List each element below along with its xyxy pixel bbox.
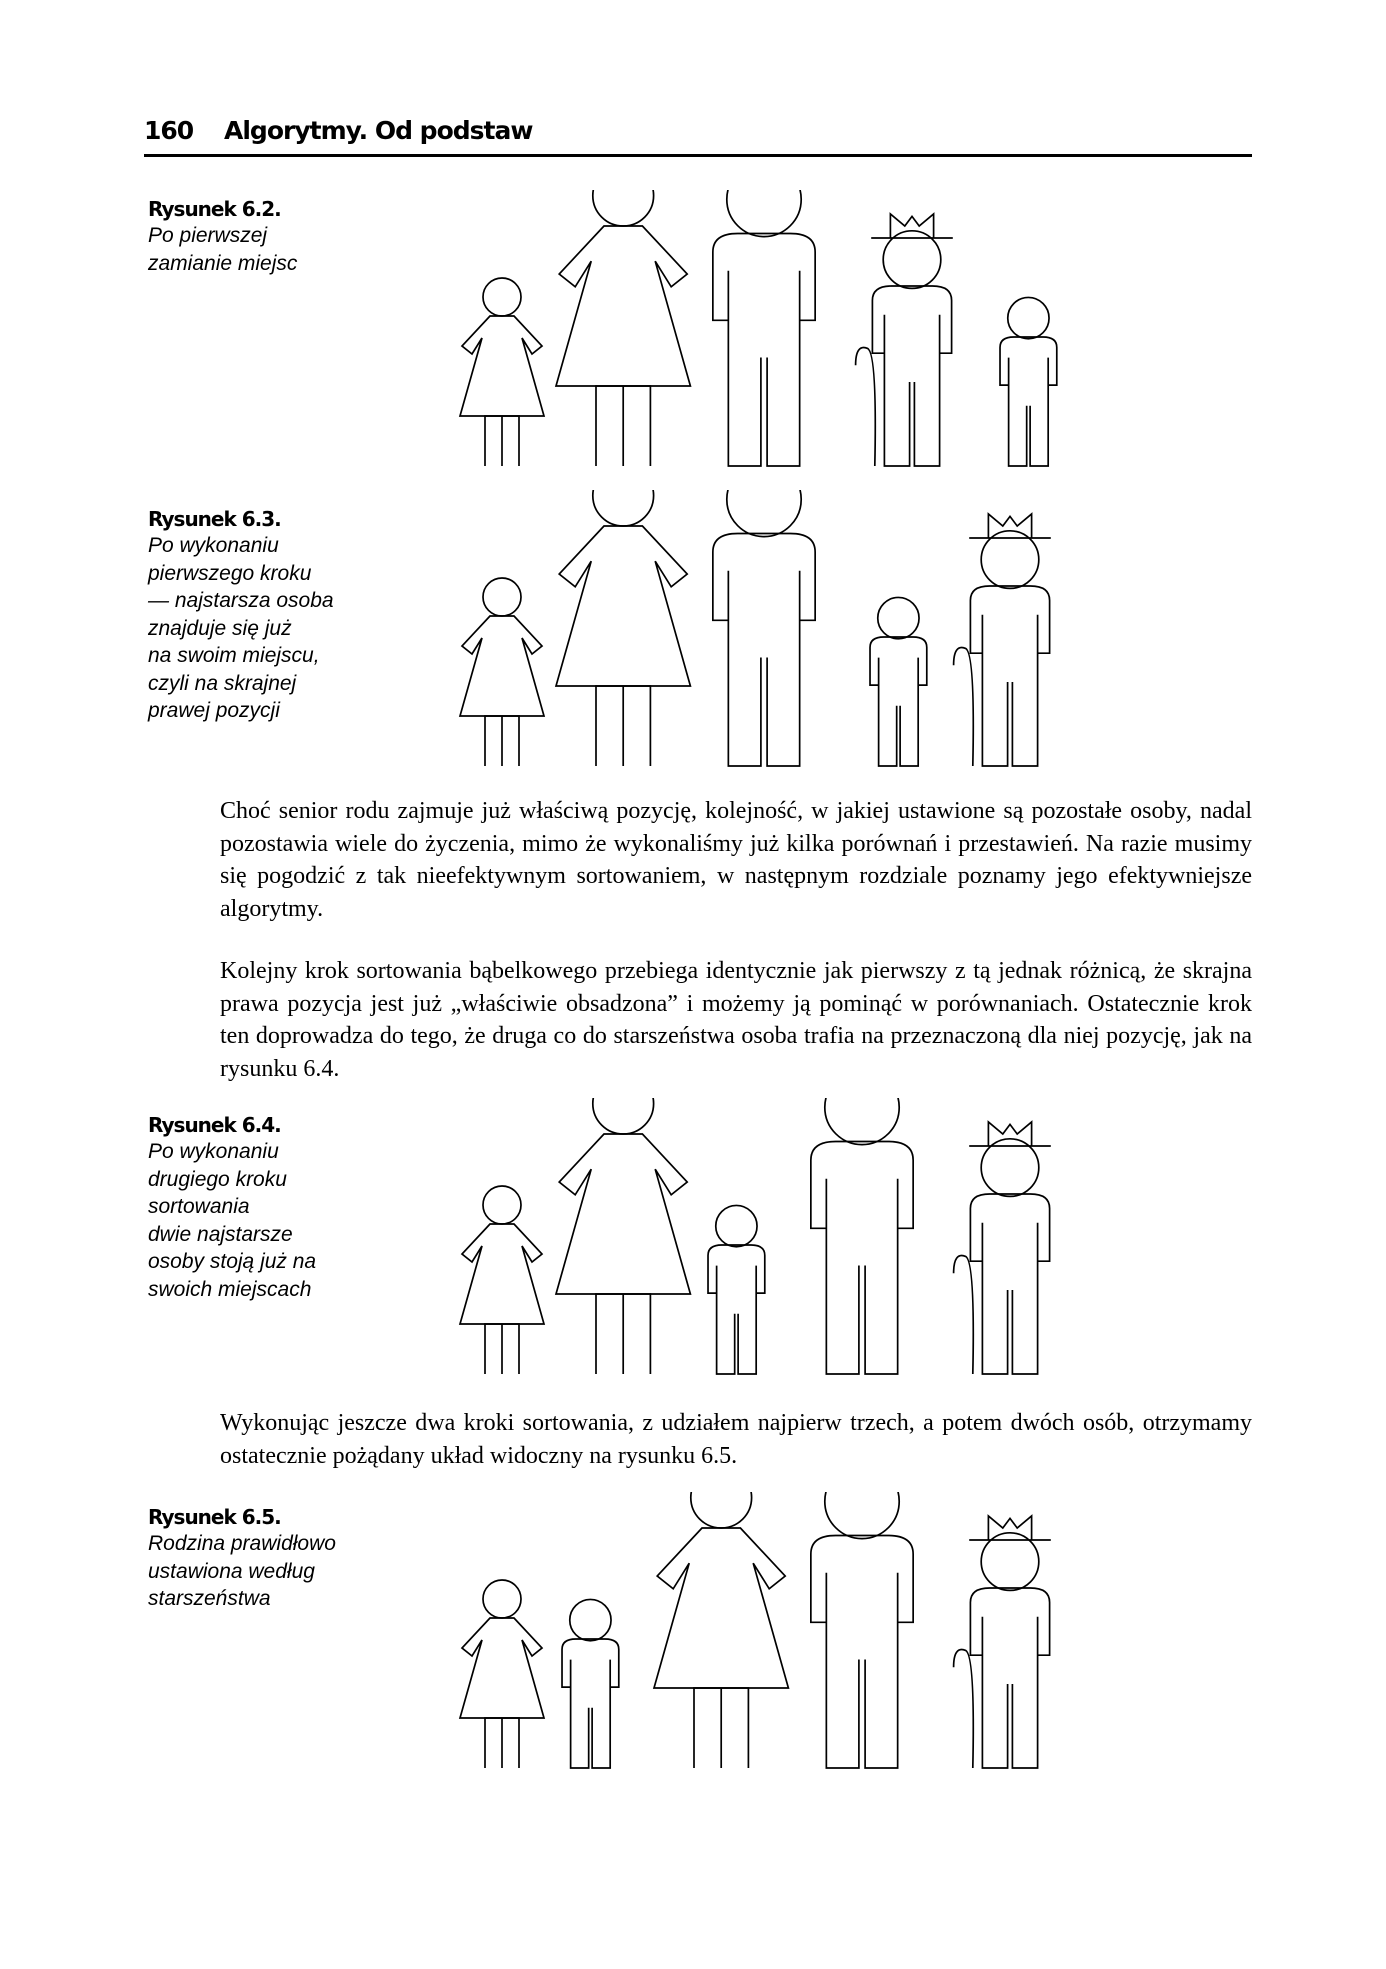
body-paragraph-1: Choć senior rodu zajmuje już właściwą pozycję, kolejność, w jakiej ustawione są pozostałe osoby, nadal pozostawia wiele do życzenia, mimo że wykonaliśmy już kilka porównań i przestawień. Na razie musimy się pogodzić z tak nieefektywnym sortowaniem, w następnym rozdziale poznamy jego efektywniejsze algorytmy.	[220, 798, 1252, 922]
figure-label: Rysunek 6.2.	[148, 197, 281, 221]
figure-6-2-family-row	[440, 190, 1220, 480]
family-figures	[440, 1492, 1200, 1782]
person-figure-boy	[708, 1205, 765, 1374]
figure-label: Rysunek 6.5.	[148, 1505, 281, 1529]
page-number: 160	[144, 116, 194, 145]
family-figures	[440, 490, 1200, 780]
person-figure-boy	[562, 1599, 619, 1768]
caption-line: swoich miejscach	[148, 1277, 312, 1301]
person-figure-woman	[654, 1492, 788, 1768]
figure-6-4-family-row	[440, 1098, 1220, 1388]
caption-line: starszeństwa	[148, 1587, 271, 1610]
caption-line: — najstarsza osoba	[148, 589, 334, 612]
caption-line: ustawiona według	[148, 1559, 315, 1583]
figure-caption-6-2	[148, 196, 388, 277]
caption-line: dwie najstarsze	[148, 1222, 293, 1246]
person-figure-girl	[460, 1580, 544, 1768]
person-figure-man	[713, 490, 815, 766]
figure-label: Rysunek 6.3.	[148, 507, 281, 531]
caption-line: Po wykonaniu	[148, 1140, 279, 1163]
person-figure-woman	[556, 190, 690, 466]
body-paragraph-3: Wykonując jeszcze dwa kroki sortowania, z udziałem najpierw trzech, a potem dwóch osób, otrzymamy ostatecznie pożądany układ widoczny na rysunku 6.5.	[220, 1410, 1252, 1469]
caption-line: czyli na skrajnej	[148, 671, 297, 695]
person-figure-grandpa	[954, 1122, 1051, 1374]
person-figure-grandpa	[954, 514, 1051, 766]
book-title: Algorytmy. Od podstaw	[224, 116, 533, 145]
person-figure-girl	[460, 278, 544, 466]
figure-caption-6-5	[148, 1504, 388, 1613]
figure-label: Rysunek 6.4.	[148, 1113, 281, 1137]
person-figure-girl	[460, 1186, 544, 1374]
caption-line: sortowania	[148, 1195, 250, 1218]
body-paragraph-2: Kolejny krok sortowania bąbelkowego przebiega identycznie jak pierwszy z tą jednak różnicą, że skrajna prawa pozycja jest już „właściwie obsadzona” i możemy ją pominąć w porównaniach. Ostatecznie krok ten doprowadza do tego, że druga co do starszeństwa osoba trafia na przeznaczoną dla niej pozycję, jak na rysunku 6.4.	[220, 958, 1252, 1082]
person-figure-man	[713, 190, 815, 466]
person-figure-woman	[556, 490, 690, 766]
caption-line: Po wykonaniu	[148, 534, 279, 557]
figure-6-3-family-row	[440, 490, 1220, 780]
person-figure-man	[811, 1098, 913, 1374]
family-figures	[440, 1098, 1200, 1388]
caption-line: Po pierwszej	[148, 224, 268, 247]
caption-line: pierwszego kroku	[148, 561, 312, 585]
person-figure-boy	[1000, 297, 1057, 466]
person-figure-boy	[870, 597, 927, 766]
figure-6-5-family-row	[440, 1492, 1220, 1782]
person-figure-grandpa	[856, 214, 953, 466]
figure-caption-6-3	[148, 506, 388, 725]
person-figure-grandpa	[954, 1516, 1051, 1768]
person-figure-man	[811, 1492, 913, 1768]
caption-line: zamianie miejsc	[148, 251, 298, 275]
person-figure-girl	[460, 578, 544, 766]
person-figure-woman	[556, 1098, 690, 1374]
family-figures	[440, 190, 1200, 480]
caption-line: na swoim miejscu,	[148, 644, 320, 667]
caption-line: osoby stoją już na	[148, 1250, 317, 1273]
caption-line: znajduje się już	[148, 616, 292, 640]
caption-line: prawej pozycji	[148, 699, 280, 722]
running-header	[144, 112, 1252, 157]
figure-caption-6-4	[148, 1112, 388, 1303]
caption-line: drugiego kroku	[148, 1167, 287, 1191]
caption-line: Rodzina prawidłowo	[148, 1532, 336, 1555]
